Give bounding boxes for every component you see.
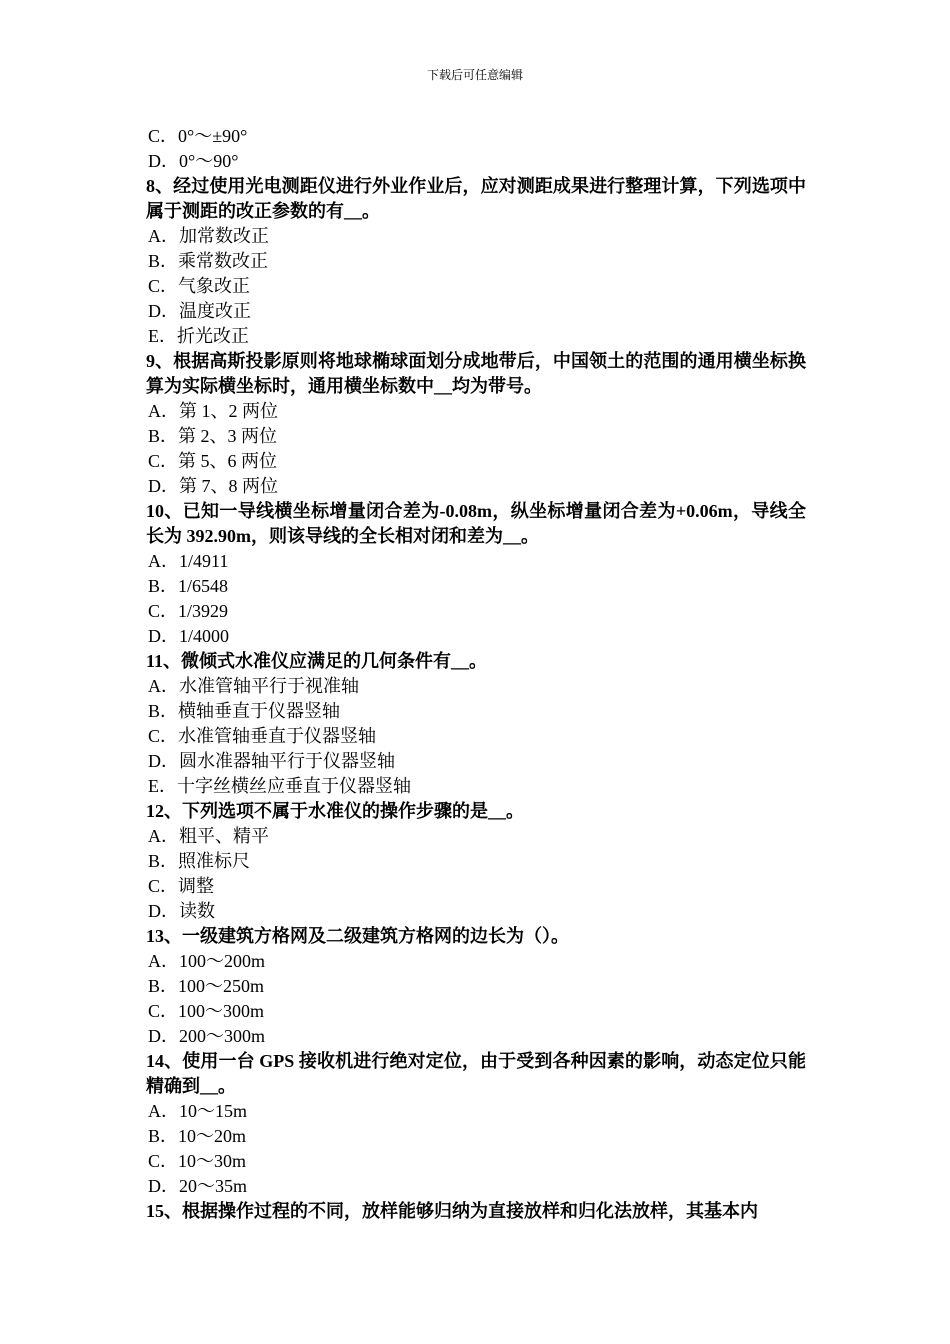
answer-option: B．第 2、3 两位 bbox=[148, 426, 278, 446]
answer-option: A．10～15m bbox=[148, 1101, 247, 1121]
question-text: 9、根据高斯投影原则将地球椭球面划分成地带后，中国领土的范围的通用横坐标换算为实际横坐标时，通用横坐标数中__均为带号。 bbox=[146, 351, 806, 396]
answer-option: B．10～20m bbox=[148, 1126, 247, 1146]
answer-option: D．200～300m bbox=[148, 1026, 265, 1046]
question-list bbox=[146, 124, 806, 1224]
question-text: 10、已知一导线横坐标增量闭合差为-0.08m，纵坐标增量闭合差为+0.06m，导线全长为 392.90m，则该导线的全长相对闭和差为__。 bbox=[146, 501, 806, 546]
page-header-note: 下载后可任意编辑 bbox=[426, 68, 523, 82]
answer-option: E．十字丝横丝应垂直于仪器竖轴 bbox=[148, 776, 411, 796]
question-text: 11、微倾式水准仪应满足的几何条件有__。 bbox=[146, 651, 488, 671]
answer-option: D．第 7、8 两位 bbox=[148, 476, 278, 496]
answer-option: A．粗平、精平 bbox=[148, 826, 269, 846]
answer-option: C．第 5、6 两位 bbox=[148, 451, 278, 471]
answer-option: D．读数 bbox=[148, 901, 215, 921]
answer-option: D．20～35m bbox=[148, 1176, 247, 1196]
answer-option: D．温度改正 bbox=[148, 301, 251, 321]
answer-option: A．水准管轴平行于视准轴 bbox=[148, 676, 359, 696]
answer-option: D．0°～90° bbox=[148, 151, 239, 171]
question-text: 12、下列选项不属于水准仪的操作步骤的是__。 bbox=[146, 801, 524, 821]
answer-option: C．1/3929 bbox=[148, 601, 229, 621]
answer-option: B．横轴垂直于仪器竖轴 bbox=[148, 701, 341, 721]
question-text: 13、一级建筑方格网及二级建筑方格网的边长为（）。 bbox=[146, 926, 569, 946]
question-text: 15、根据操作过程的不同，放样能够归纳为直接放样和归化法放样，其基本内 bbox=[146, 1201, 758, 1221]
answer-option: C．调整 bbox=[148, 876, 215, 896]
answer-option: A．100～200m bbox=[148, 951, 265, 971]
answer-option: D．1/4000 bbox=[148, 626, 229, 646]
answer-option: C．水准管轴垂直于仪器竖轴 bbox=[148, 726, 377, 746]
answer-option: E．折光改正 bbox=[148, 326, 249, 346]
question-text: 8、经过使用光电测距仪进行外业作业后，应对测距成果进行整理计算，下列选项中属于测距的改正参数的有__。 bbox=[146, 176, 806, 221]
answer-option: C．气象改正 bbox=[148, 276, 251, 296]
answer-option: A．1/4911 bbox=[148, 551, 229, 571]
answer-option: B．乘常数改正 bbox=[148, 251, 269, 271]
question-text: 14、使用一台 GPS 接收机进行绝对定位，由于受到各种因素的影响，动态定位只能精确到__。 bbox=[146, 1051, 806, 1096]
answer-option: C．100～300m bbox=[148, 1001, 265, 1021]
answer-option: C．10～30m bbox=[148, 1151, 247, 1171]
answer-option: B．照准标尺 bbox=[148, 851, 251, 871]
answer-option: C．0°～±90° bbox=[148, 126, 248, 146]
answer-option: B．1/6548 bbox=[148, 576, 229, 596]
answer-option: A．第 1、2 两位 bbox=[148, 401, 278, 421]
answer-option: A．加常数改正 bbox=[148, 226, 269, 246]
answer-option: D．圆水准器轴平行于仪器竖轴 bbox=[148, 751, 395, 771]
answer-option: B．100～250m bbox=[148, 976, 265, 996]
